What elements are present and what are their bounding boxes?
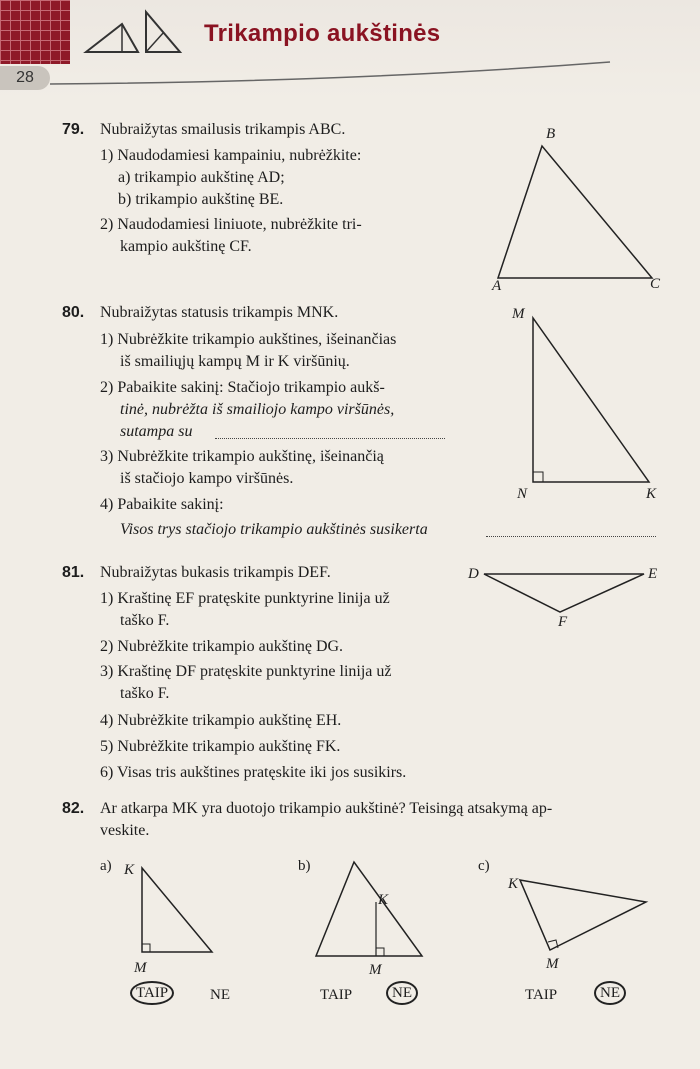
answer-blank-80-2[interactable] bbox=[215, 424, 445, 439]
vertex-label-n: N bbox=[517, 486, 528, 502]
answer-blank-80-4[interactable] bbox=[486, 522, 656, 537]
problem-82-stem: Ar atkarpa MK yra duotojo trikampio aukštinė? Teisingą atsakymą ap- bbox=[100, 800, 553, 817]
fig-b-tag: b) bbox=[298, 858, 311, 874]
vertex-label-d: D bbox=[468, 566, 479, 582]
fig-a-tag: a) bbox=[100, 858, 112, 874]
fig-b-answer-no[interactable]: NE bbox=[386, 985, 418, 1002]
header-rule bbox=[50, 60, 670, 90]
fig-c-tag: c) bbox=[478, 858, 490, 874]
vertex-label-e: E bbox=[648, 566, 658, 582]
problem-79-item-2b: kampio aukštinę CF. bbox=[120, 238, 252, 255]
problem-80-item-2b: tinė, nubrėžta iš smailiojo kampo viršūnės, bbox=[120, 401, 395, 418]
problem-79-stem: Nubraižytas smailusis trikampis ABC. bbox=[100, 121, 346, 138]
fig-c-label-k: K bbox=[508, 876, 519, 892]
problem-81-item-1b: taško F. bbox=[120, 612, 170, 629]
problem-79-item-2a: 2) Naudodamiesi liniuote, nubrėžkite tri- bbox=[100, 216, 362, 233]
problem-81-item-1a: 1) Kraštinę EF pratęskite punktyrine linija už bbox=[100, 590, 390, 607]
problem-79-item-1a: a) trikampio aukštinę AD; bbox=[118, 169, 285, 186]
problem-79-item-1b: b) trikampio aukštinę BE. bbox=[118, 191, 284, 208]
fig-c-label-m: M bbox=[546, 956, 559, 972]
fig-a-triangle bbox=[128, 858, 218, 958]
problem-81-item-3b: taško F. bbox=[120, 685, 170, 702]
problem-81-item-2: 2) Nubrėžkite trikampio aukštinę DG. bbox=[100, 638, 344, 655]
problem-81-item-5: 5) Nubrėžkite trikampio aukštinę FK. bbox=[100, 738, 341, 755]
triangle-abc-figure bbox=[490, 140, 660, 290]
problem-80-item-4: 4) Pabaikite sakinį: bbox=[100, 496, 224, 513]
problem-80-item-4b: Visos trys stačiojo trikampio aukštinės susikerta bbox=[120, 521, 428, 538]
page-number: 28 bbox=[0, 66, 50, 90]
triangle-mnk-figure bbox=[525, 312, 655, 488]
fig-b-label-k: K bbox=[378, 892, 389, 908]
problem-79-item-1: 1) Naudodamiesi kampainiu, nubrėžkite: bbox=[100, 147, 362, 164]
fig-a-label-m: M bbox=[134, 960, 147, 976]
fig-a-answer-yes[interactable]: TAIP bbox=[130, 985, 174, 1002]
problem-81-number: 81. bbox=[62, 564, 85, 581]
problem-80-stem: Nubraižytas statusis trikampis MNK. bbox=[100, 304, 339, 321]
problem-80-number: 80. bbox=[62, 304, 85, 321]
problem-80-item-2c: sutampa su bbox=[120, 423, 193, 440]
fig-c-answer-yes[interactable]: TAIP bbox=[525, 987, 558, 1003]
vertex-label-k: K bbox=[646, 486, 657, 502]
problem-80-item-1b: iš smailiųjų kampų M ir K viršūnių. bbox=[120, 353, 350, 370]
fig-a-answer-no[interactable]: NE bbox=[210, 987, 230, 1003]
problem-80-item-3a: 3) Nubrėžkite trikampio aukštinę, išeinančią bbox=[100, 448, 384, 465]
triangle-logo-icon bbox=[80, 6, 190, 56]
problem-80-item-1a: 1) Nubrėžkite trikampio aukštines, išeinančias bbox=[100, 331, 397, 348]
fig-c-triangle bbox=[510, 874, 650, 964]
page-title: Trikampio aukštinės bbox=[204, 20, 441, 47]
triangle-def-figure bbox=[480, 566, 650, 616]
fig-b-triangle bbox=[310, 858, 430, 960]
vertex-label-f: F bbox=[558, 614, 568, 630]
problem-81-item-4: 4) Nubrėžkite trikampio aukštinę EH. bbox=[100, 712, 342, 729]
fig-c-answer-no[interactable]: NE bbox=[594, 985, 626, 1002]
fig-b-label-m: M bbox=[369, 962, 382, 978]
problem-80-item-2a: 2) Pabaikite sakinį: Stačiojo trikampio aukš- bbox=[100, 379, 385, 396]
vertex-label-a: A bbox=[492, 278, 502, 294]
problem-81-item-3a: 3) Kraštinę DF pratęskite punktyrine linija už bbox=[100, 663, 392, 680]
problem-82-number: 82. bbox=[62, 800, 85, 817]
problem-81-item-6: 6) Visas tris aukštines pratęskite iki jos susikirs. bbox=[100, 764, 407, 781]
vertex-label-c: C bbox=[650, 276, 661, 292]
problem-81-stem: Nubraižytas bukasis trikampis DEF. bbox=[100, 564, 331, 581]
vertex-label-m: M bbox=[512, 306, 525, 322]
problem-79-number: 79. bbox=[62, 121, 85, 138]
fig-a-label-k: K bbox=[124, 862, 135, 878]
vertex-label-b: B bbox=[546, 126, 556, 142]
problem-82-stem-cont: veskite. bbox=[100, 822, 150, 839]
problem-80-item-3b: iš stačiojo kampo viršūnės. bbox=[120, 470, 294, 487]
fig-b-answer-yes[interactable]: TAIP bbox=[320, 987, 353, 1003]
header-grid-decoration bbox=[0, 0, 70, 64]
